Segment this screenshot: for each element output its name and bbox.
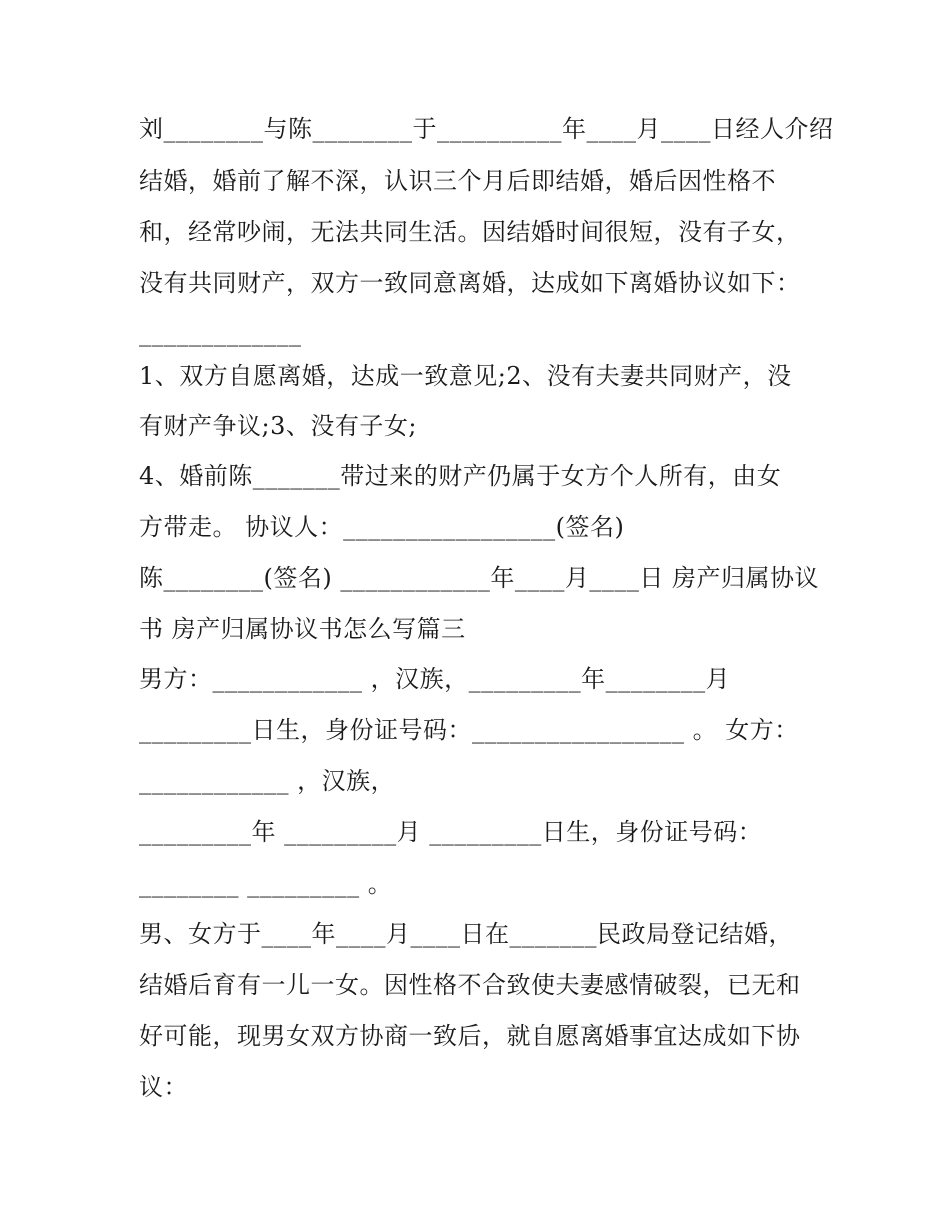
paragraph-line: 议： [139, 1073, 188, 1101]
paragraph-line: 方带走。 协议人：_________________(签名) [139, 513, 625, 541]
paragraph-line: 男、女方于____年____月____日在_______民政局登记结婚， [139, 920, 793, 948]
paragraph-line: 4、婚前陈_______带过来的财产仍属于女方个人所有，由女 [139, 462, 782, 490]
paragraph-line: 1、双方自愿离婚，达成一致意见;2、没有夫妻共同财产，没 [139, 362, 792, 390]
paragraph-line: 刘________与陈________于__________年____月____日经人介绍 [139, 115, 834, 143]
paragraph-line: 和，经常吵闹，无法共同生活。因结婚时间很短，没有子女， [139, 218, 801, 246]
paragraph-line: ________ _________ 。 [139, 870, 393, 898]
paragraph-line: _________年 _________月 _________日生，身份证号码： [139, 818, 763, 846]
blank-underline: _____________ [139, 319, 302, 347]
paragraph-line: 没有共同财产，双方一致同意离婚，达成如下离婚协议如下： [139, 269, 801, 297]
paragraph-line: _________日生，身份证号码：_________________ 。 女方： [139, 716, 799, 744]
paragraph-line: 好可能，现男女双方协商一致后，就自愿离婚事宜达成如下协 [139, 1022, 801, 1050]
paragraph-line: ____________ ，汉族， [139, 767, 396, 795]
paragraph-line: 陈________(签名) ____________年____月____日 房产归属协议 [139, 564, 819, 592]
paragraph-line: 结婚，婚前了解不深，认识三个月后即结婚，婚后因性格不 [139, 167, 776, 195]
section-title-line: 书 房产归属协议书怎么写篇三 [139, 615, 466, 643]
paragraph-line: 男方：____________ ，汉族，_________年________月 [139, 665, 731, 693]
paragraph-line: 结婚后育有一儿一女。因性格不合致使夫妻感情破裂，已无和 [139, 971, 801, 999]
paragraph-line: 有财产争议;3、没有子女; [139, 412, 417, 440]
